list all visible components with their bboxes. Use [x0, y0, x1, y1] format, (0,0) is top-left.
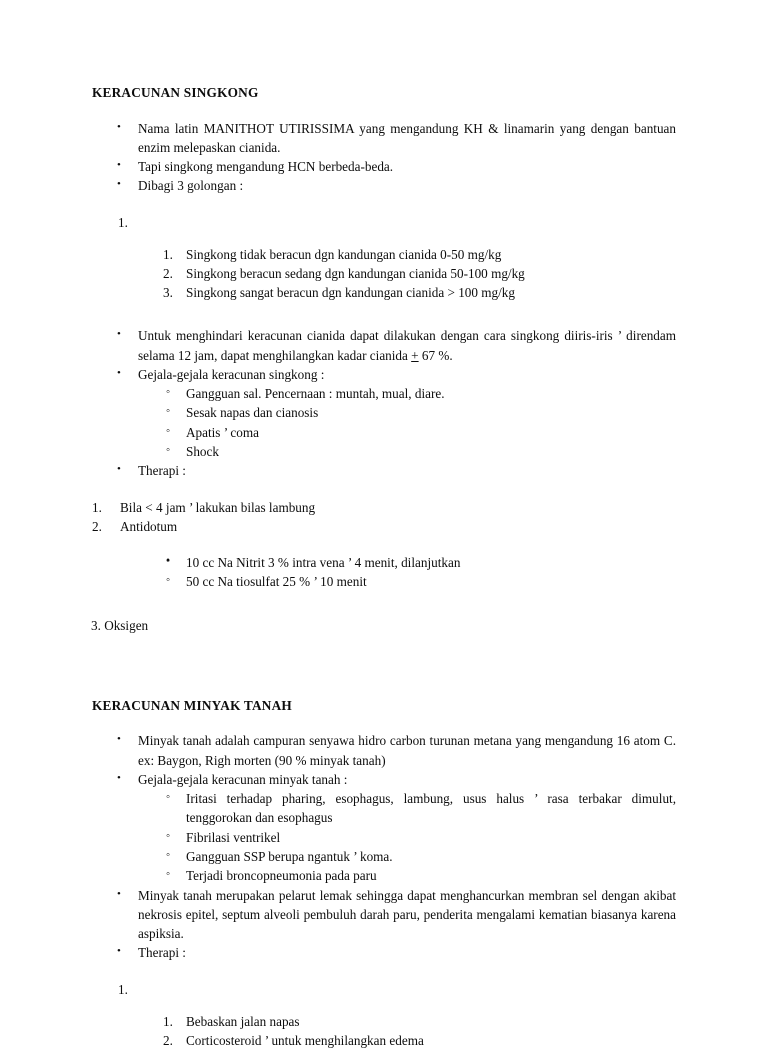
- list-item-symptoms-label: [92, 365, 676, 384]
- spacer: [92, 635, 676, 697]
- list-item: [92, 423, 676, 442]
- list-item: [92, 572, 676, 591]
- list-item-therapy-label: [92, 461, 676, 480]
- list-item-text: Minyak tanah adalah campuran senyawa hidro carbon turunan metana yang mengandung 16 atom C. ex: Baygon, Righ morten (90 % minyak tanah): [138, 733, 676, 768]
- bullet-disc-icon: [117, 119, 121, 137]
- list-item: [92, 119, 676, 158]
- spacer: [92, 963, 676, 980]
- spacer: [92, 302, 676, 326]
- bullet-circle-icon: [166, 789, 170, 807]
- bullet-circle-icon: [166, 442, 170, 460]
- oxygen-line: 3. Oksigen: [91, 617, 149, 633]
- list-item-text: Bila < 4 jam ’ lakukan bilas lambung: [120, 499, 316, 515]
- list-item: [92, 442, 676, 461]
- spacer: [92, 102, 676, 119]
- list-item: [92, 1012, 676, 1031]
- bullet-disc-icon: [117, 886, 121, 904]
- list-item: [92, 384, 676, 403]
- bullet-circle-icon: [166, 423, 170, 441]
- list-item-text: Nama latin MANITHOT UTIRISSIMA yang mengandung KH & linamarin yang dengan bantuan enzim melepaskan cianida.: [138, 120, 676, 155]
- bullet-disc-icon: [117, 176, 121, 194]
- bullet-disc-icon: [117, 326, 121, 344]
- list-item: [92, 283, 676, 302]
- number-marker: 2.: [163, 1032, 173, 1048]
- spacer: [92, 536, 676, 553]
- list-item-text: Singkong tidak beracun dgn kandungan cianida 0-50 mg/kg: [186, 246, 502, 262]
- avoidance-text-part2: 67 %.: [418, 347, 453, 363]
- spacer: [92, 481, 676, 498]
- number-marker: 1.: [92, 499, 102, 515]
- list-item: [92, 553, 676, 572]
- bullet-disc-icon: [117, 461, 121, 479]
- list-item-avoidance: [92, 326, 676, 365]
- list-item-text: Apatis ’ coma: [186, 424, 259, 440]
- list-item-text: Tapi singkong mengandung HCN berbeda-beda.: [138, 159, 394, 175]
- list-item-text: Singkong sangat beracun dgn kandungan cianida > 100 mg/kg: [186, 285, 515, 301]
- spacer: [92, 196, 676, 213]
- number-marker: 1.: [163, 1013, 173, 1029]
- list-item-text: Minyak tanah merupakan pelarut lemak sehingga dapat menghancurkan membran sel dengan akibat nekrosis epitel, septum alveoli pembuluh darah paru, penderita mengalami kematian biasanya karena aspiksia.: [138, 887, 676, 942]
- spacer: [92, 592, 676, 616]
- spacer: [92, 232, 676, 245]
- list-item: [92, 517, 676, 536]
- list-item: [92, 1031, 676, 1050]
- list-item-text: Terjadi broncopneumonia pada paru: [186, 868, 377, 884]
- bullet-circle-icon: [166, 403, 170, 421]
- list-item-text: Gangguan sal. Pencernaan : muntah, mual, diare.: [186, 386, 445, 402]
- list-item-text: Fibrilasi ventrikel: [186, 829, 281, 845]
- outer-number-marker: 1.: [118, 981, 128, 997]
- list-item: [92, 176, 676, 195]
- list-item: [92, 847, 676, 866]
- outer-number-marker-row: [92, 980, 676, 999]
- list-item-text: Iritasi terhadap pharing, esophagus, lambung, usus halus ’ rasa terbakar dimulut, tenggorokan dan esophagus: [186, 791, 676, 826]
- list-item-text: Dibagi 3 golongan :: [138, 178, 244, 194]
- section-heading-keracunan-singkong: KERACUNAN SINGKONG: [92, 85, 259, 100]
- section-heading-keracunan-minyak-tanah: KERACUNAN MINYAK TANAH: [92, 697, 292, 713]
- list-item-text: Therapi :: [138, 945, 186, 961]
- outer-number-marker-row: [92, 213, 676, 232]
- list-item: [92, 789, 676, 828]
- list-item: [92, 866, 676, 885]
- list-item-text: Sesak napas dan cianosis: [186, 405, 319, 421]
- bullet-circle-icon: [166, 866, 170, 884]
- number-marker: 1.: [163, 246, 173, 262]
- number-marker: 3.: [163, 285, 173, 301]
- bullet-disc-icon: [117, 770, 121, 788]
- list-item-text: 50 cc Na tiosulfat 25 % ’ 10 menit: [186, 574, 367, 590]
- spacer: [92, 999, 676, 1012]
- list-item: [92, 828, 676, 847]
- list-item-text: Bebaskan jalan napas: [186, 1013, 300, 1029]
- spacer: [92, 714, 676, 731]
- list-item-text: Shock: [186, 444, 219, 459]
- list-item: [92, 886, 676, 944]
- document-body: [92, 84, 676, 1050]
- list-item: [92, 731, 676, 770]
- number-marker: 2.: [92, 518, 102, 534]
- number-marker: 2.: [163, 265, 173, 281]
- bullet-disc-icon: [117, 731, 121, 749]
- bullet-disc-icon: [117, 943, 121, 961]
- bullet-disc-icon: [117, 157, 121, 175]
- outer-number-marker: 1.: [118, 214, 128, 230]
- list-item-text: Therapi :: [138, 463, 186, 479]
- avoidance-text-part1: Untuk menghindari keracunan cianida dapat dilakukan dengan cara singkong diiris-iris ’ direndam selama 12 jam, dapat menghilangkan kadar cianida: [138, 328, 676, 363]
- list-item: [92, 403, 676, 422]
- bullet-disc-icon: [117, 365, 121, 383]
- list-item: [92, 245, 676, 264]
- list-item-text: Antidotum: [120, 518, 178, 534]
- list-item-text: [138, 326, 676, 365]
- list-item: [92, 264, 676, 283]
- bullet-circle-icon: [166, 828, 170, 846]
- list-item-text: 10 cc Na Nitrit 3 % intra vena ’ 4 menit, dilanjutkan: [186, 555, 461, 571]
- bullet-circle-icon: [166, 384, 170, 402]
- list-item-text: Corticosteroid ’ untuk menghilangkan edema: [186, 1032, 424, 1048]
- list-item-text: Gejala-gejala keracunan singkong :: [138, 366, 325, 382]
- list-item-text: Gangguan SSP berupa ngantuk ’ koma.: [186, 849, 393, 864]
- approx-plus-symbol: +: [411, 347, 419, 363]
- list-item-text: Gejala-gejala keracunan minyak tanah :: [138, 771, 348, 787]
- list-item-text: Singkong beracun sedang dgn kandungan cianida 50-100 mg/kg: [186, 265, 525, 281]
- list-item-therapy-label: [92, 943, 676, 962]
- list-item: [92, 498, 676, 517]
- bullet-circle-icon: [166, 847, 170, 865]
- bullet-circle-icon: [166, 553, 170, 571]
- list-item-symptoms-label: [92, 770, 676, 789]
- bullet-circle-icon: [166, 572, 170, 590]
- list-item: [92, 157, 676, 176]
